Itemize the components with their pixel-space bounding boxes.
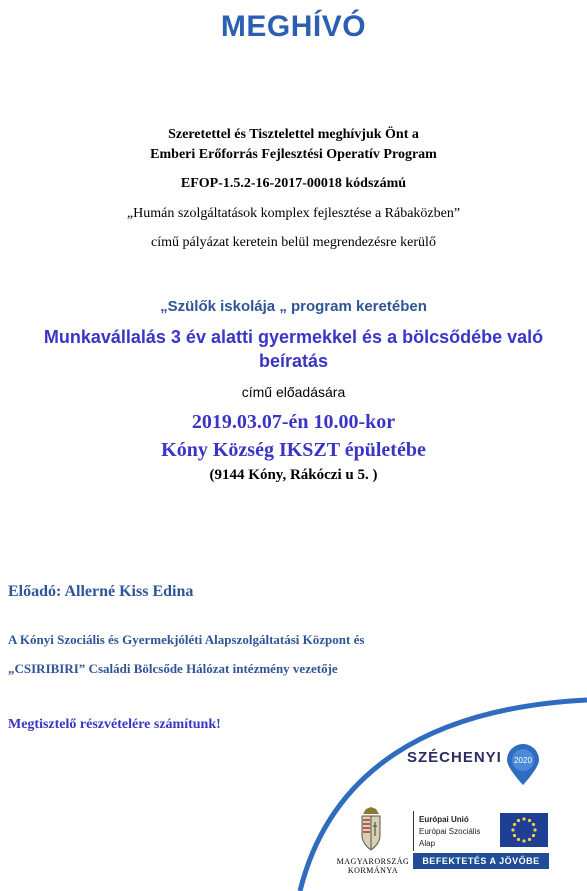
intro-line-2: Emberi Erőforrás Fejlesztési Operatív Program — [150, 147, 437, 162]
program-frame: „Szülők iskolája „ program keretében — [160, 298, 427, 315]
invitation-title: MEGHÍVÓ — [220, 10, 367, 43]
szechenyi-year: 2020 — [514, 756, 532, 765]
szechenyi-logo-text: SZÉCHENYI — [407, 749, 502, 766]
lecture-intro: című előadására — [241, 384, 346, 400]
presenter-org-line-2: „CSIRIBIRI” Családi Bölcsőde Hálózat intézmény vezetője — [8, 661, 338, 676]
eu-flag-icon — [500, 813, 548, 847]
eu-line-3: Alap — [419, 839, 436, 848]
event-venue: Kóny Község IKSZT épületébe — [161, 439, 426, 461]
project-name: „Humán szolgáltatások komplex fejlesztése a Rábaközben” — [126, 206, 461, 221]
project-code: EFOP-1.5.2-16-2017-00018 kódszámú — [180, 176, 407, 191]
eu-line-2: Európai Szociális — [419, 827, 481, 836]
event-address: (9144 Kóny, Rákóczi u 5. ) — [209, 467, 378, 483]
hungarian-crest-icon — [358, 806, 384, 854]
intro-line-1: Szeretettel és Tisztelettel meghívjuk Önt a — [168, 127, 419, 142]
closing-line: Megtisztelő részvételére számítunk! — [8, 717, 221, 732]
event-datetime: 2019.03.07-én 10.00-kor — [191, 411, 396, 433]
eu-line-1: Európai Unió — [419, 815, 469, 824]
presenter-line: Előadó: Allerné Kiss Edina — [8, 583, 194, 600]
lecture-title: Munkavállalás 3 év alatti gyermekkel és a bölcsődébe való beíratás — [43, 327, 544, 371]
szechenyi-pin-icon — [505, 742, 541, 786]
presenter-org-line-1: A Kónyi Szociális és Gyermekjóléti Alapszolgáltatási Központ és — [8, 632, 365, 647]
government-line-1: MAGYARORSZÁG — [336, 857, 410, 866]
invest-banner: BEFEKTETÉS A JÖVŐBE — [413, 853, 549, 869]
frame-line: című pályázat keretein belül megrendezésre kerülő — [151, 235, 436, 250]
government-line-2: KORMÁNYA — [347, 866, 399, 875]
